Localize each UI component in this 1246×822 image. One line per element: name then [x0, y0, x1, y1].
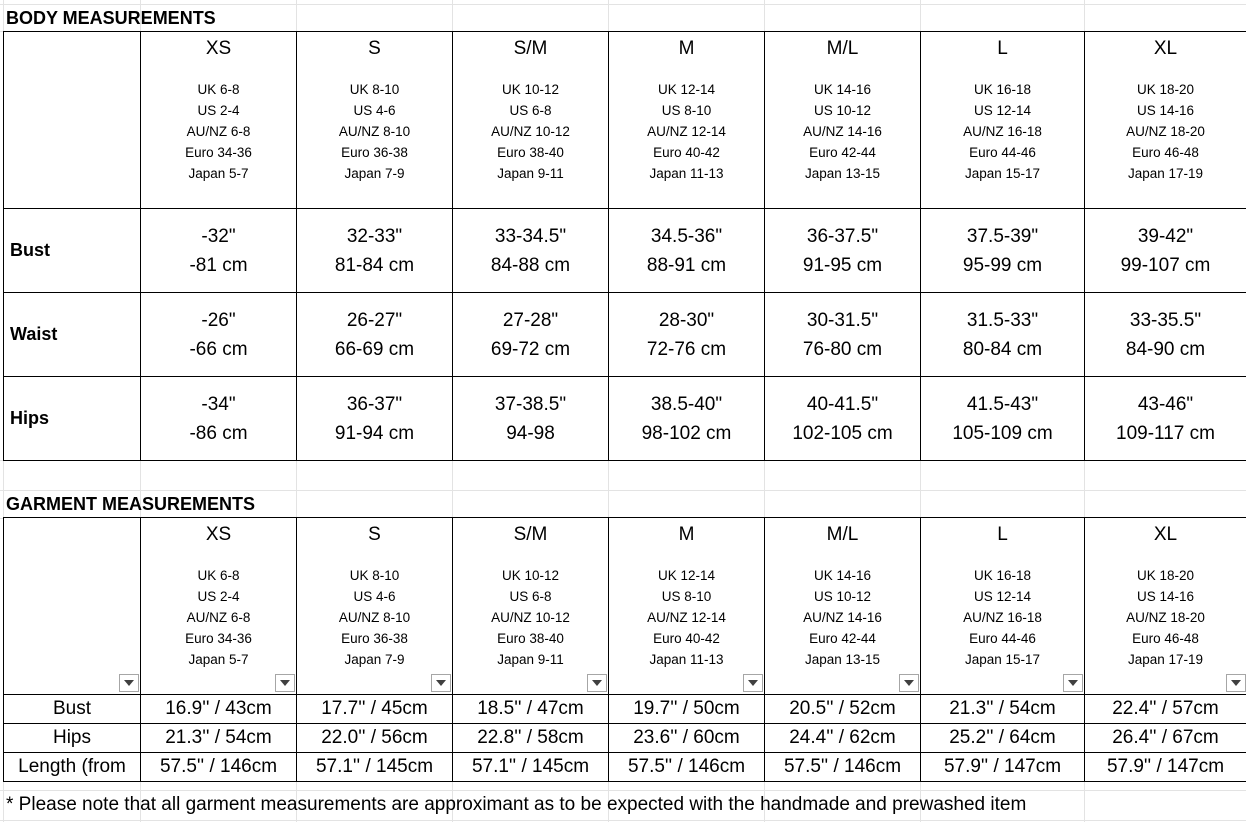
measurement-cell[interactable]: 57.1'' / 145cm — [297, 753, 453, 782]
dropdown-arrow-icon — [1068, 680, 1078, 686]
measurement-cell[interactable]: 30-31.5" 76-80 cm — [765, 293, 921, 377]
garment-size-col-m[interactable] — [609, 518, 765, 695]
size-conversions: UK 8-10 US 4-6 AU/NZ 8-10 Euro 36-38 Japan 7-9 — [338, 82, 411, 181]
garment-corner-cell[interactable] — [4, 518, 141, 695]
dropdown-arrow-icon — [904, 680, 914, 686]
measurement-cell[interactable]: 38.5-40" 98-102 cm — [609, 377, 765, 461]
size-conversions: UK 14-16 US 10-12 AU/NZ 14-16 Euro 42-44 Japan 13-15 — [803, 568, 882, 667]
filter-dropdown-button[interactable] — [431, 674, 451, 692]
row-label[interactable]: Bust — [4, 695, 141, 724]
size-name: M/L — [826, 38, 859, 59]
dropdown-arrow-icon — [280, 680, 290, 686]
body-row-bust — [4, 209, 1246, 293]
measurement-cell[interactable]: 24.4'' / 62cm — [765, 724, 921, 753]
filter-dropdown-button[interactable] — [899, 674, 919, 692]
garment-size-header-row — [4, 518, 1246, 695]
measurement-cell[interactable]: 19.7'' / 50cm — [609, 695, 765, 724]
measurement-cell[interactable]: 43-46" 109-117 cm — [1085, 377, 1246, 461]
garment-size-col-l[interactable] — [921, 518, 1085, 695]
measurement-cell[interactable]: 57.1'' / 145cm — [453, 753, 609, 782]
measurement-cell[interactable]: 22.8'' / 58cm — [453, 724, 609, 753]
measurement-cell[interactable]: 25.2'' / 64cm — [921, 724, 1085, 753]
size-conversions: UK 8-10 US 4-6 AU/NZ 8-10 Euro 36-38 Japan 7-9 — [338, 568, 411, 667]
measurement-cell[interactable]: -26" -66 cm — [141, 293, 297, 377]
measurement-cell[interactable]: 57.5'' / 146cm — [765, 753, 921, 782]
size-name: XS — [205, 38, 232, 59]
size-conversions: UK 6-8 US 2-4 AU/NZ 6-8 Euro 34-36 Japan 5-7 — [185, 82, 252, 181]
dropdown-arrow-icon — [436, 680, 446, 686]
dropdown-arrow-icon — [748, 680, 758, 686]
row-label[interactable]: Bust — [4, 209, 141, 293]
measurement-cell[interactable]: 20.5'' / 52cm — [765, 695, 921, 724]
filter-dropdown-button[interactable] — [119, 674, 139, 692]
measurement-cell[interactable]: 40-41.5" 102-105 cm — [765, 377, 921, 461]
size-conversions: UK 12-14 US 8-10 AU/NZ 12-14 Euro 40-42 Japan 11-13 — [647, 568, 726, 667]
size-conversions: UK 10-12 US 6-8 AU/NZ 10-12 Euro 38-40 Japan 9-11 — [491, 82, 570, 181]
garment-note: * Please note that all garment measurements are approximant as to be expected with the handmade and prewashed item — [6, 794, 1027, 815]
body-size-col-ml[interactable] — [765, 32, 921, 209]
body-size-col-m[interactable] — [609, 32, 765, 209]
body-row-waist — [4, 293, 1246, 377]
garment-row-length — [4, 753, 1246, 782]
measurement-cell[interactable]: 22.0'' / 56cm — [297, 724, 453, 753]
garment-size-col-s[interactable] — [297, 518, 453, 695]
size-conversions: UK 18-20 US 14-16 AU/NZ 18-20 Euro 46-48 Japan 17-19 — [1126, 568, 1205, 667]
size-name: XL — [1153, 38, 1178, 59]
measurement-cell[interactable]: 22.4'' / 57cm — [1085, 695, 1246, 724]
body-corner-cell[interactable] — [4, 32, 141, 209]
size-conversions: UK 14-16 US 10-12 AU/NZ 14-16 Euro 42-44 Japan 13-15 — [803, 82, 882, 181]
body-measurements-title: BODY MEASUREMENTS — [6, 8, 216, 28]
filter-dropdown-button[interactable] — [1063, 674, 1083, 692]
body-row-hips — [4, 377, 1246, 461]
body-size-header-row — [4, 32, 1246, 209]
size-conversions: UK 10-12 US 6-8 AU/NZ 10-12 Euro 38-40 Japan 9-11 — [491, 568, 570, 667]
garment-size-col-sm[interactable] — [453, 518, 609, 695]
measurement-cell[interactable]: 26-27" 66-69 cm — [297, 293, 453, 377]
measurement-cell[interactable]: -34" -86 cm — [141, 377, 297, 461]
size-conversions: UK 16-18 US 12-14 AU/NZ 16-18 Euro 44-46 Japan 15-17 — [963, 82, 1042, 181]
measurement-cell[interactable]: 57.5'' / 146cm — [141, 753, 297, 782]
body-measurements-table — [3, 31, 1246, 461]
garment-size-col-xl[interactable] — [1085, 518, 1246, 695]
garment-measurements-title: GARMENT MEASUREMENTS — [6, 494, 256, 514]
measurement-cell[interactable]: 21.3'' / 54cm — [921, 695, 1085, 724]
measurement-cell[interactable]: 27-28" 69-72 cm — [453, 293, 609, 377]
measurement-cell[interactable]: 33-35.5" 84-90 cm — [1085, 293, 1246, 377]
measurement-cell[interactable]: 36-37.5" 91-95 cm — [765, 209, 921, 293]
row-label[interactable]: Waist — [4, 293, 141, 377]
garment-measurements-table — [3, 517, 1246, 782]
measurement-cell[interactable]: 28-30" 72-76 cm — [609, 293, 765, 377]
garment-size-col-ml[interactable] — [765, 518, 921, 695]
garment-row-bust — [4, 695, 1246, 724]
body-size-col-xs[interactable] — [141, 32, 297, 209]
garment-size-col-xs[interactable] — [141, 518, 297, 695]
dropdown-arrow-icon — [124, 680, 134, 686]
size-conversions: UK 6-8 US 2-4 AU/NZ 6-8 Euro 34-36 Japan 5-7 — [185, 568, 252, 667]
size-name: S — [368, 524, 381, 545]
size-name: M — [678, 38, 695, 59]
row-label[interactable]: Hips — [4, 724, 141, 753]
filter-dropdown-button[interactable] — [275, 674, 295, 692]
body-size-col-s[interactable] — [297, 32, 453, 209]
row-label[interactable]: Length (from — [4, 753, 141, 782]
measurement-cell[interactable]: 57.5'' / 146cm — [609, 753, 765, 782]
measurement-cell[interactable]: 16.9'' / 43cm — [141, 695, 297, 724]
size-conversions: UK 12-14 US 8-10 AU/NZ 12-14 Euro 40-42 Japan 11-13 — [647, 82, 726, 181]
filter-dropdown-button[interactable] — [1226, 674, 1246, 692]
measurement-cell[interactable]: 37-38.5" 94-98 — [453, 377, 609, 461]
body-size-col-xl[interactable] — [1085, 32, 1246, 209]
dropdown-arrow-icon — [592, 680, 602, 686]
measurement-cell[interactable]: 26.4'' / 67cm — [1085, 724, 1246, 753]
measurement-cell[interactable]: 37.5-39" 95-99 cm — [921, 209, 1085, 293]
size-conversions: UK 18-20 US 14-16 AU/NZ 18-20 Euro 46-48 Japan 17-19 — [1126, 82, 1205, 181]
size-name: S/M — [513, 524, 548, 545]
filter-dropdown-button[interactable] — [743, 674, 763, 692]
dropdown-arrow-icon — [1231, 680, 1241, 686]
measurement-cell[interactable]: 31.5-33" 80-84 cm — [921, 293, 1085, 377]
size-name: L — [997, 524, 1008, 545]
body-size-col-sm[interactable] — [453, 32, 609, 209]
measurement-cell[interactable]: 18.5'' / 47cm — [453, 695, 609, 724]
measurement-cell[interactable]: 39-42" 99-107 cm — [1085, 209, 1246, 293]
size-name: M/L — [826, 524, 859, 545]
measurement-cell[interactable]: 36-37" 91-94 cm — [297, 377, 453, 461]
size-name: L — [997, 38, 1008, 59]
size-name: XL — [1153, 524, 1178, 545]
measurement-cell[interactable]: 23.6'' / 60cm — [609, 724, 765, 753]
measurement-cell[interactable]: 57.9'' / 147cm — [921, 753, 1085, 782]
body-size-col-l[interactable] — [921, 32, 1085, 209]
filter-dropdown-button[interactable] — [587, 674, 607, 692]
measurement-cell[interactable]: -32" -81 cm — [141, 209, 297, 293]
size-name: S/M — [513, 38, 548, 59]
garment-row-hips — [4, 724, 1246, 753]
measurement-cell[interactable]: 34.5-36" 88-91 cm — [609, 209, 765, 293]
measurement-cell[interactable]: 41.5-43" 105-109 cm — [921, 377, 1085, 461]
measurement-cell[interactable]: 32-33" 81-84 cm — [297, 209, 453, 293]
measurement-cell[interactable]: 33-34.5" 84-88 cm — [453, 209, 609, 293]
measurement-cell[interactable]: 21.3'' / 54cm — [141, 724, 297, 753]
size-conversions: UK 16-18 US 12-14 AU/NZ 16-18 Euro 44-46 Japan 15-17 — [963, 568, 1042, 667]
measurement-cell[interactable]: 57.9'' / 147cm — [1085, 753, 1246, 782]
row-label[interactable]: Hips — [4, 377, 141, 461]
measurement-cell[interactable]: 17.7'' / 45cm — [297, 695, 453, 724]
size-name: XS — [205, 524, 232, 545]
size-name: S — [368, 38, 381, 59]
size-name: M — [678, 524, 695, 545]
